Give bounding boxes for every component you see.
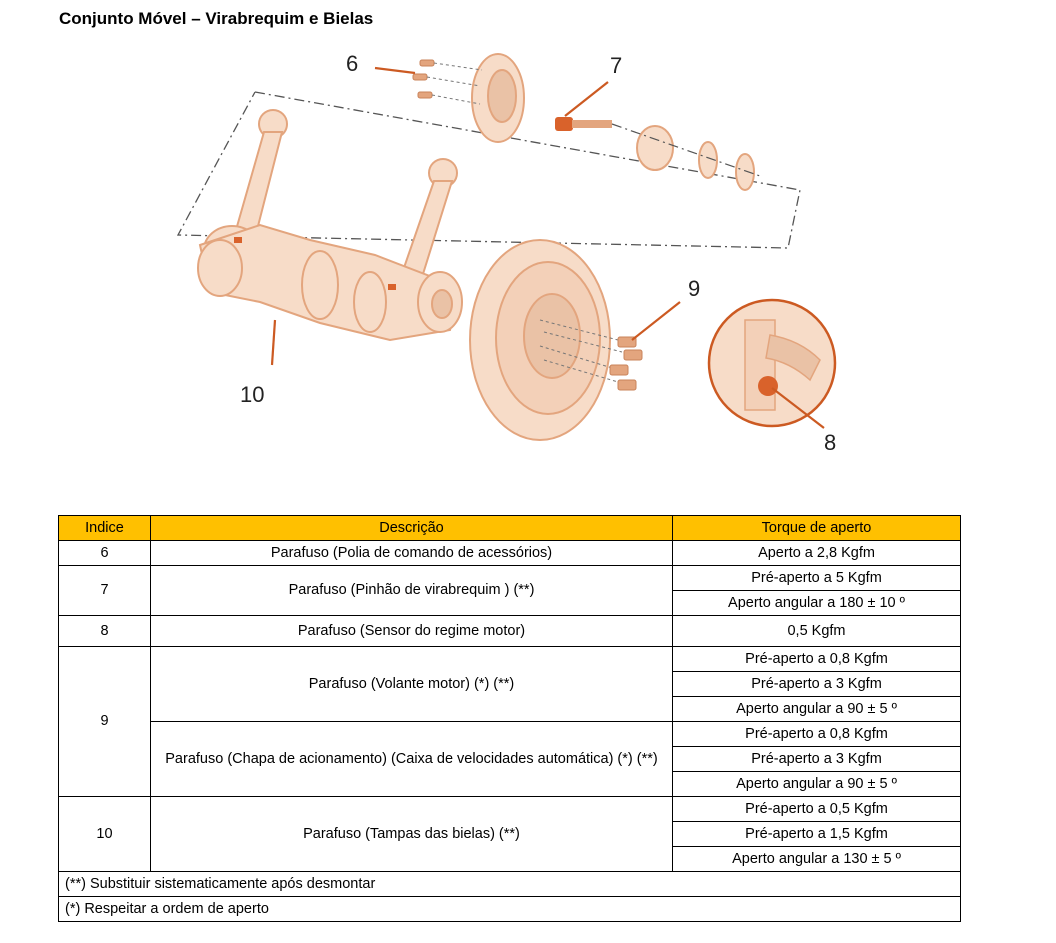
table-row (59, 647, 961, 672)
callout-6: 6 (346, 51, 359, 76)
row-index: 9 (59, 647, 151, 797)
row-index: 6 (59, 541, 151, 566)
row-torque: Aperto angular a 180 ± 10 º (673, 591, 961, 616)
note-replace: (**) Substituir sistematicamente após desmontar (59, 872, 961, 897)
row-torque: 0,5 Kgfm (673, 616, 961, 647)
note-order: (*) Respeitar a ordem de aperto (59, 897, 961, 922)
row-torque: Pré-aperto a 0,8 Kgfm (673, 647, 961, 672)
row-index: 10 (59, 797, 151, 872)
row-torque: Aperto a 2,8 Kgfm (673, 541, 961, 566)
row-description: Parafuso (Pinhão de virabrequim ) (**) (151, 566, 673, 616)
header-torque: Torque de aperto (673, 516, 961, 541)
row-description: Parafuso (Sensor do regime motor) (151, 616, 673, 647)
row-torque: Pré-aperto a 0,5 Kgfm (673, 797, 961, 822)
callout-8: 8 (824, 430, 837, 455)
pinion-axis-line (612, 124, 760, 176)
row-torque: Pré-aperto a 0,8 Kgfm (673, 722, 961, 747)
table-row (59, 566, 961, 591)
table-row (59, 797, 961, 822)
flywheel (470, 240, 610, 440)
exploded-view-figure (160, 40, 880, 460)
table-row (59, 541, 961, 566)
row-index: 8 (59, 616, 151, 647)
table-note-row (59, 872, 961, 897)
flywheel-bolts (610, 337, 642, 390)
pinion-gears (637, 126, 754, 190)
row-description: Parafuso (Polia de comando de acessórios) (151, 541, 673, 566)
row-description: Parafuso (Volante motor) (*) (**) (151, 647, 673, 722)
row-torque: Aperto angular a 90 ± 5 º (673, 772, 961, 797)
accessory-pulley (472, 54, 524, 142)
row-torque: Aperto angular a 130 ± 5 º (673, 847, 961, 872)
row-torque: Pré-aperto a 3 Kgfm (673, 672, 961, 697)
pinion-bolt (555, 117, 612, 131)
table-note-row (59, 897, 961, 922)
table-row (59, 722, 961, 747)
table-row (59, 616, 961, 647)
callout-10: 10 (240, 382, 265, 407)
page-title: Conjunto Móvel – Virabrequim e Bielas (59, 9, 374, 28)
torque-spec-table (58, 515, 961, 922)
header-description: Descrição (151, 516, 673, 541)
row-index: 7 (59, 566, 151, 616)
header-index: Indice (59, 516, 151, 541)
crankshaft-illustration (160, 40, 880, 460)
callout-7: 7 (610, 53, 623, 78)
callout-9: 9 (688, 276, 701, 301)
table-header-row (59, 516, 961, 541)
row-torque: Pré-aperto a 5 Kgfm (673, 566, 961, 591)
pulley-bolts (413, 60, 434, 98)
row-torque: Aperto angular a 90 ± 5 º (673, 697, 961, 722)
row-description: Parafuso (Chapa de acionamento) (Caixa de velocidades automática) (*) (**) (151, 722, 673, 797)
row-description: Parafuso (Tampas das bielas) (**) (151, 797, 673, 872)
row-torque: Pré-aperto a 1,5 Kgfm (673, 822, 961, 847)
row-torque: Pré-aperto a 3 Kgfm (673, 747, 961, 772)
speed-sensor-detail (709, 300, 835, 426)
